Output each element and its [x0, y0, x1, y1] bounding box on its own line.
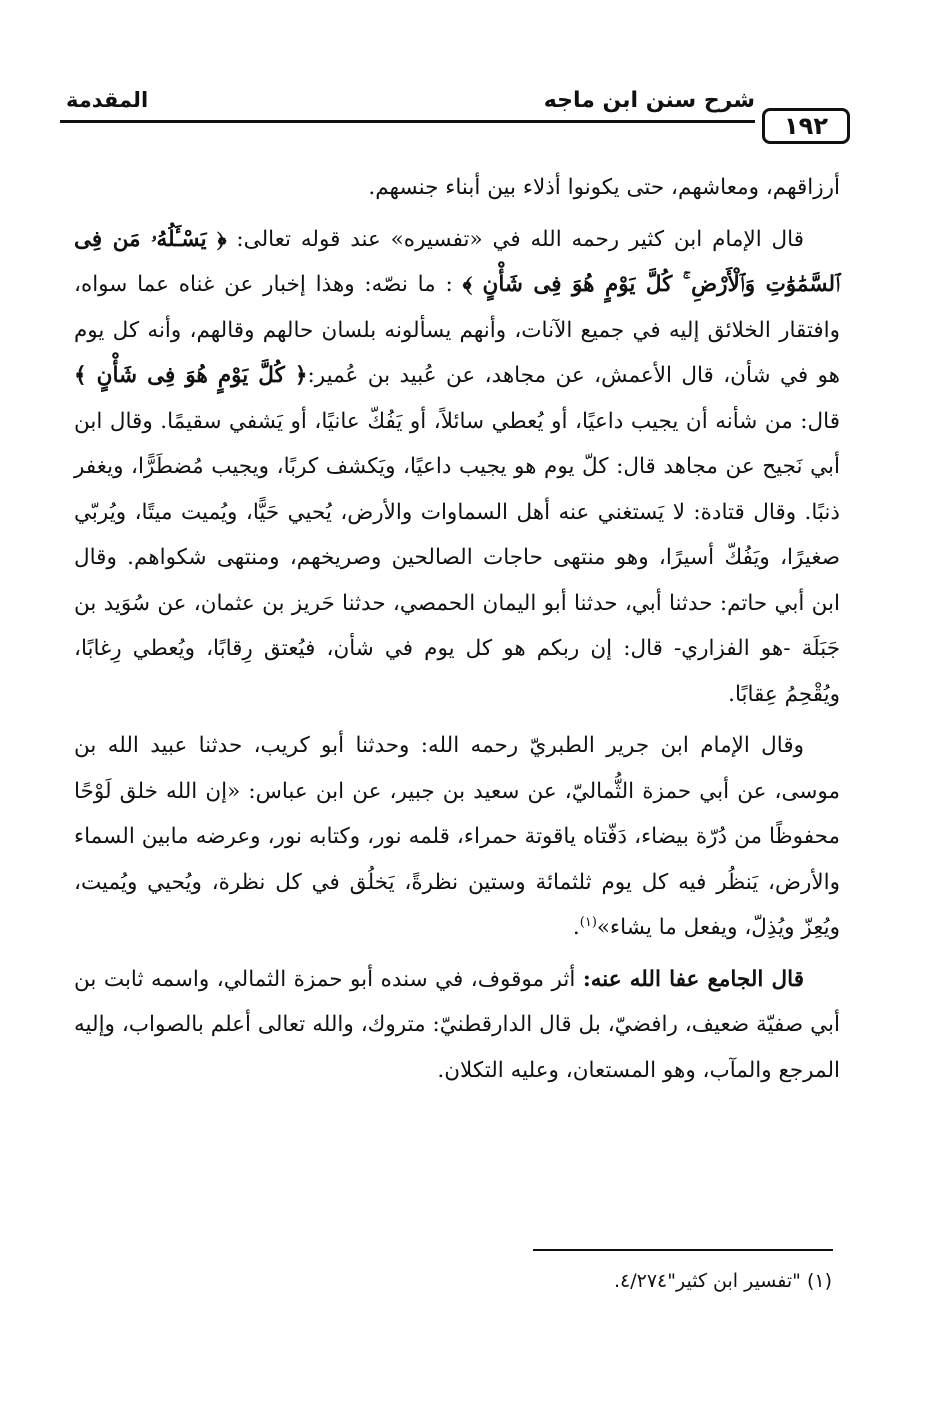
paragraph-3-text: وقال الإمام ابن جرير الطبريّ رحمه الله: وحدثنا أبو كريب، حدثنا عبيد الله بن موسى، عن أبي حمزة الثُّماليّ، عن سعيد بن جبير، عن ابن عباس: «إن الله خلق لَوْحًا محفوظًا من دُرّة بيضاء، دَفّتاه ياقوتة حمراء، قلمه نور، وكتابه نور، وعرضه مابين السماء والأرض، يَنظُر فيه كل يوم ثلثمائة وستين نظرةً، يَخلُق في كل نظرة، ويُحيي ويُميت، ويُعِزّ ويُذِلّ، ويفعل ما يشاء»: [74, 733, 840, 940]
paragraph-2: [74, 217, 840, 718]
page-header: [60, 78, 850, 148]
quran-verse-1: ﴿ يَسْـَٔلُهُۥ مَن فِى ٱلسَّمَٰوَٰتِ وَٱلْأَرْضِ ۚ كُلَّ يَوْمٍ هُوَ فِى شَأْنٍ ﴾: [74, 226, 840, 297]
footnote: [132, 1270, 832, 1292]
book-title: شرح سنن ابن ماجه: [543, 88, 755, 113]
footnote-reference[interactable]: (١): [579, 914, 597, 930]
page-number-text: ١٩٢: [784, 112, 828, 140]
header-rule: [60, 120, 755, 123]
page-body: [74, 165, 840, 1099]
paragraph-2-intro: قال الإمام ابن كثير رحمه الله في «تفسيره» عند قوله تعالى:: [226, 226, 804, 252]
quran-verse-2: ﴿ كُلَّ يَوْمٍ هُوَ فِى شَأْنٍ ﴾: [74, 363, 308, 388]
footnote-text: (١) "تفسير ابن كثير"٤/٢٧٤.: [613, 1270, 832, 1292]
paragraph-2-middle: : ما نصّه: وهذا إخبار عن غناه عما سواه، وافتقار الخلائق إليه في جميع الآنات، وأنهم يسألونه بلسان حالهم وقالهم، وأنه كل يوم هو في شأن، قال الأعمش، عن مجاهد، عن عُبيد بن عُمير:: [74, 272, 840, 388]
section-title: المقدمة: [66, 88, 149, 112]
paragraph-4-lead: قال الجامع عفا الله عنه:: [582, 966, 804, 992]
paragraph-4: [74, 957, 840, 1094]
paragraph-1: [74, 165, 840, 211]
page-number: [762, 108, 850, 144]
paragraph-1-text: أرزاقهم، ومعاشهم، حتى يكونوا أذلاء بين أبناء جنسهم.: [368, 175, 840, 200]
paragraph-3-end: .: [572, 915, 580, 940]
footnote-separator: [533, 1249, 833, 1251]
paragraph-2-rest: قال: من شأنه أن يجيب داعيًا، أو يُعطي سائلاً، أو يَفُكّ عانيًا، أو يَشفي سقيمًا. وقال ابن أبي نَجيح عن مجاهد قال: كلّ يوم هو يجيب داعيًا، ويَكشف كربًا، ويجيب مُضطَرًّا، ويغفر ذنبًا. وقال قتادة: لا يَستغني عنه أهل السماوات والأرض، يُحيي حَيًّا، ويُميت ميتًا، ويُربّي صغيرًا، ويَفُكّ أسيرًا، وهو منتهى حاجات الصالحين وصريخهم، ومنتهى شكواهم. وقال ابن أبي حاتم: حدثنا أبي، حدثنا أبو اليمان الحمصي، حدثنا حَريز بن عثمان، عن سُوَيد بن جَبَلَة -هو الفزاري- قال: إن ربكم هو كل يوم في شأن، فيُعتق رِقابًا، ويُعطي رِغابًا، ويُقْحِمُ عِقابًا.: [74, 408, 840, 707]
paragraph-4-text: أثر موقوف، في سنده أبو حمزة الثمالي، واسمه ثابت بن أبي صفيّة ضعيف، رافضيّ، بل قال الدارقطنيّ: متروك، والله تعالى أعلم بالصواب، وإليه المرجع والمآب، وهو المستعان، وعليه التكلان.: [74, 966, 840, 1083]
paragraph-3: [74, 723, 840, 951]
